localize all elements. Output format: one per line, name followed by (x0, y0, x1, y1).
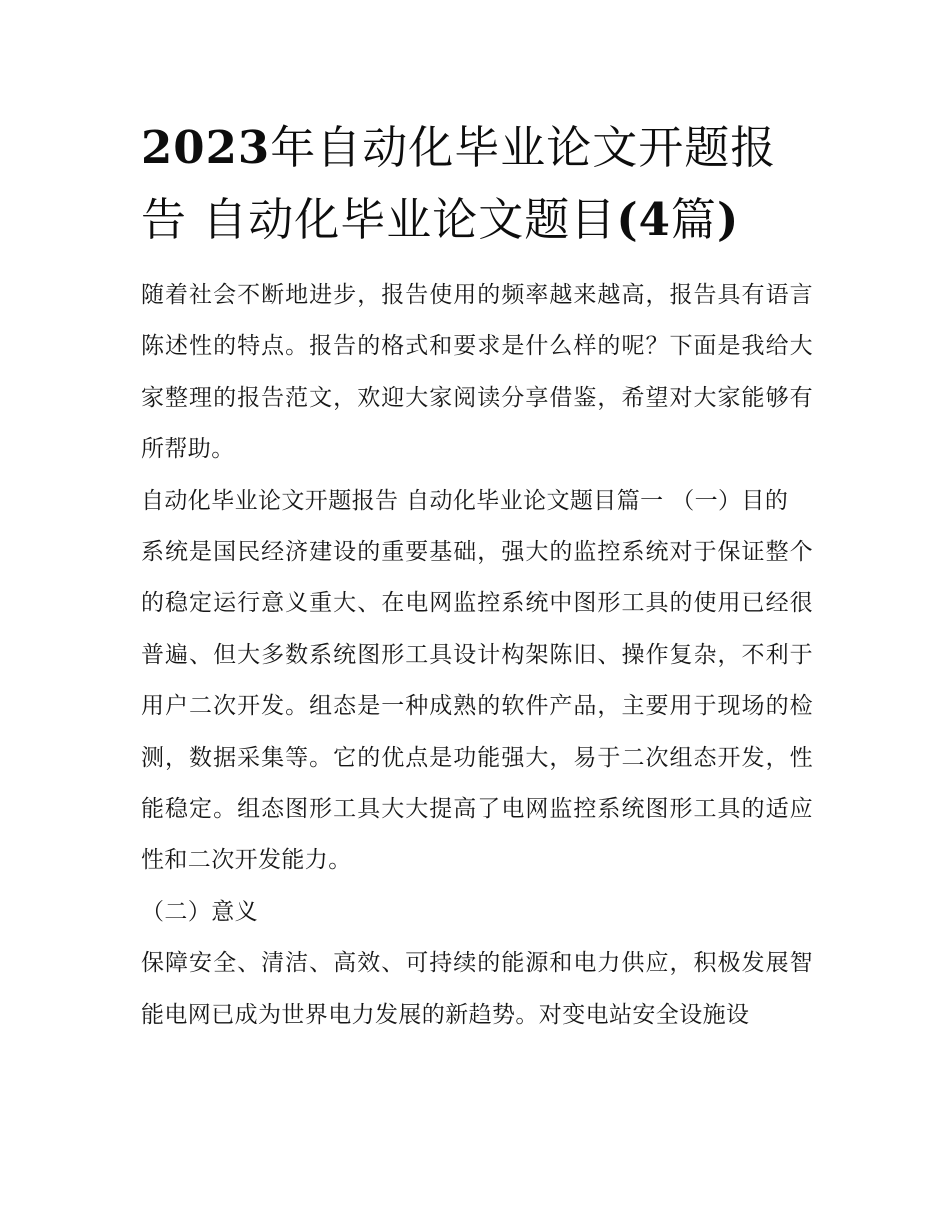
intro-paragraph: 随着社会不断地进步，报告使用的频率越来越高，报告具有语言陈述性的特点。报告的格式和要求是什么样的呢？下面是我给大家整理的报告范文，欢迎大家阅读分享借鉴，希望对大家能够有所帮助。 (141, 282, 813, 463)
title-year: 2023 (141, 121, 271, 174)
title-unit: 篇 (670, 193, 717, 246)
title-close: ) (716, 193, 740, 246)
body-paragraph-significance: 保障安全、清洁、高效、可持续的能源和电力供应，积极发展智能电网已成为世界电力发展的新趋势。对变电站安全设施设 (141, 950, 813, 1028)
document-body (141, 112, 813, 1041)
title-main: 年自动化毕业论文开题报告 自动化毕业论文题目 (141, 121, 777, 246)
document-title (141, 112, 813, 256)
section-heading-purpose: 自动化毕业论文开题报告 自动化毕业论文题目篇一 （一）目的 (141, 487, 789, 514)
title-count: (4 (616, 193, 671, 246)
section-heading-significance: （二）意义 (141, 898, 258, 925)
body-paragraph-purpose: 系统是国民经济建设的重要基础，强大的监控系统对于保证整个的稳定运行意义重大、在电网监控系统中图形工具的使用已经很普遍、但大多数系统图形工具设计构架陈旧、操作复杂，不利于用户二次开发。组态是一种成熟的软件产品，主要用于现场的检测，数据采集等。它的优点是功能强大，易于二次组态开发，性能稳定。组态图形工具大大提高了电网监控系统图形工具的适应性和二次开发能力。 (141, 539, 813, 874)
